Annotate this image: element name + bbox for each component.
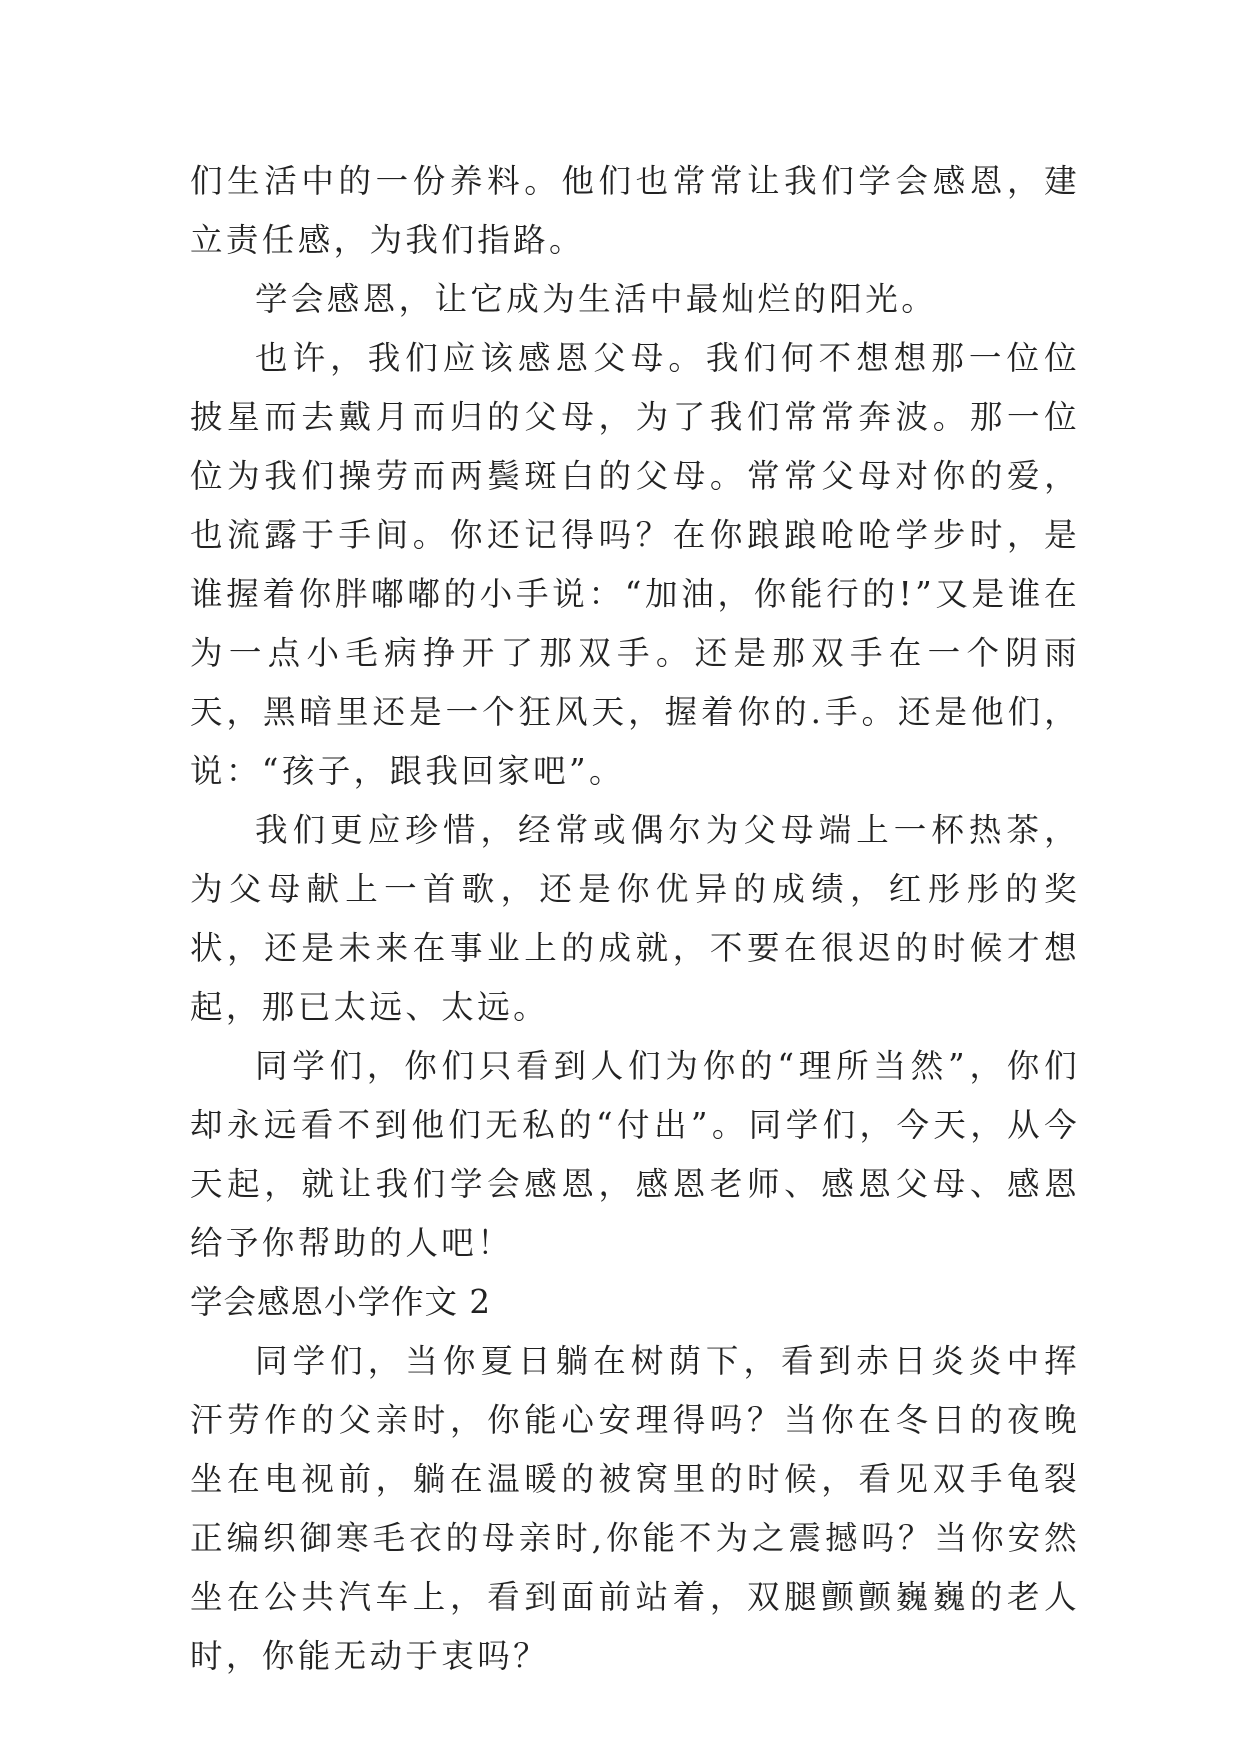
paragraph-4: 我们更应珍惜，经常或偶尔为父母端上一杯热茶，为父母献上一首歌，还是你优异的成绩，红彤彤的奖状，还是未来在事业上的成就，不要在很迟的时候才想起，那已太远、太远。: [190, 811, 1080, 1026]
document-body: [190, 152, 1080, 1686]
section-title: 学会感恩小学作文 2: [190, 1283, 492, 1321]
paragraph-3: 也许，我们应该感恩父母。我们何不想想那一位位披星而去戴月而归的父母，为了我们常常奔波。那一位位为我们操劳而两鬓斑白的父母。常常父母对你的爱，也流露于手间。你还记得吗？在你踉踉呛呛学步时，是谁握着你胖嘟嘟的小手说：“加油，你能行的!”又是谁在为一点小毛病挣开了那双手。还是那双手在一个阴雨天，黑暗里还是一个狂风天，握着你的.手。还是他们，说：“孩子，跟我回家吧”。: [190, 339, 1080, 790]
paragraph-2: 学会感恩，让它成为生活中最灿烂的阳光。: [255, 280, 938, 318]
paragraph-1: 们生活中的一份养料。他们也常常让我们学会感恩，建立责任感，为我们指路。: [190, 162, 1080, 259]
paragraph-5: 同学们，你们只看到人们为你的“理所当然”，你们却永远看不到他们无私的“付出”。同学们，今天，从今天起，就让我们学会感恩，感恩老师、感恩父母、感恩给予你帮助的人吧！: [190, 1047, 1080, 1262]
paragraph-6: 同学们，当你夏日躺在树荫下，看到赤日炎炎中挥汗劳作的父亲时，你能心安理得吗？当你在冬日的夜晚坐在电视前，躺在温暖的被窝里的时候，看见双手龟裂正编织御寒毛衣的母亲时,你能不为之震撼吗？当你安然坐在公共汽车上，看到面前站着，双腿颤颤巍巍的老人时，你能无动于衷吗？: [190, 1342, 1080, 1675]
